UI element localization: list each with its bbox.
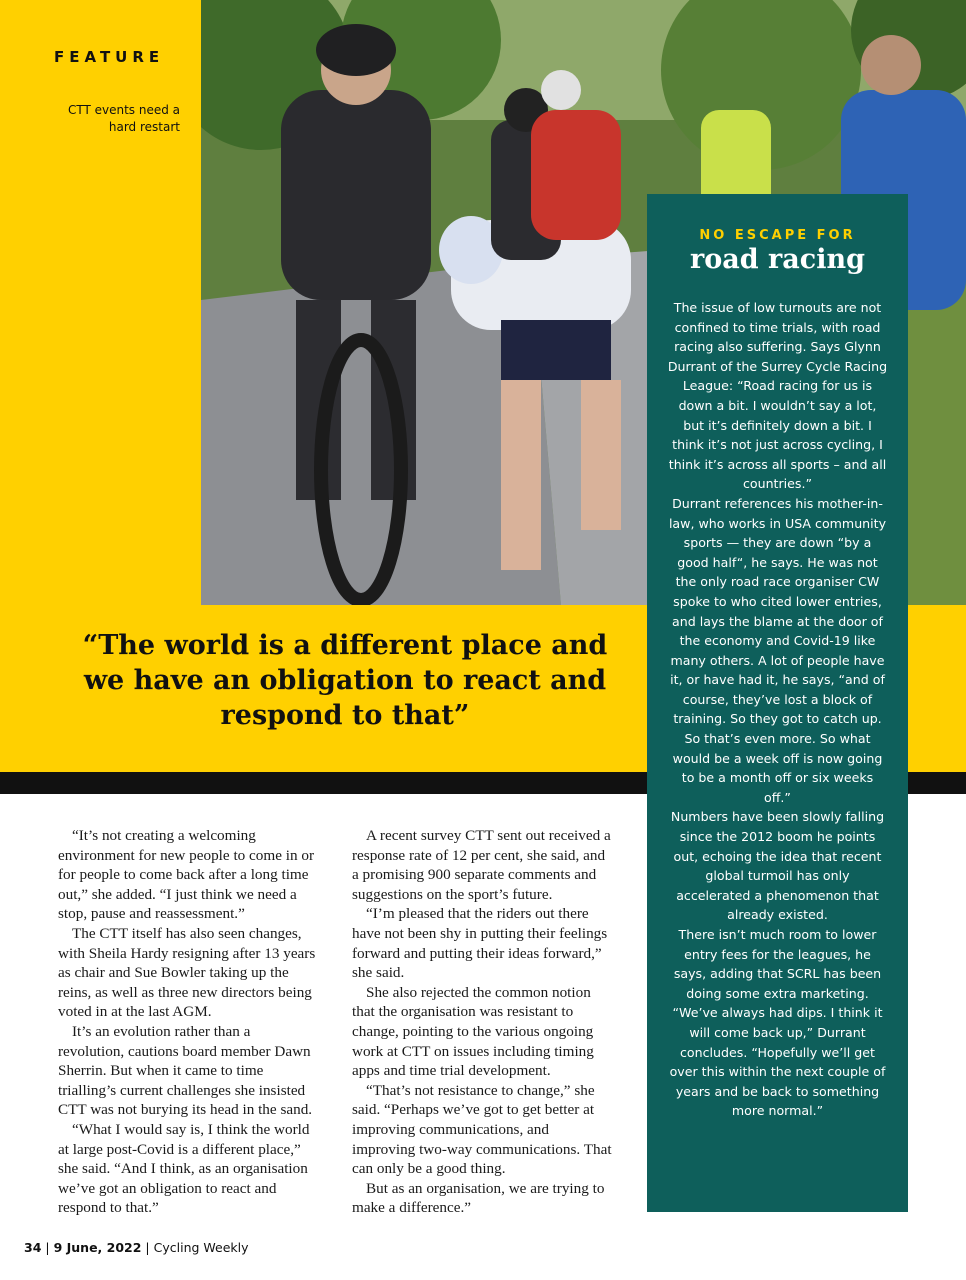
sidebar-kicker: NO ESCAPE FOR bbox=[699, 228, 856, 243]
sidebar-box bbox=[647, 194, 908, 1212]
body-paragraph: “I’m pleased that the riders out there have not been shy in putting their feelings forward and putting their ideas forward,” she said. bbox=[352, 905, 608, 982]
body-column-1 bbox=[58, 826, 318, 1218]
body-paragraph: “That’s not resistance to change,” she said. “Perhaps we’ve got to get better at improving communications, and improving two-way communications. That can only be a good thing. bbox=[352, 1081, 612, 1178]
sidebar-paragraph: “We’ve always had dips. I think it will come back up,” Durrant concludes. “Hopefully we’ll get over this within the next couple of years and be back to something more normal.” bbox=[669, 1005, 886, 1119]
sidebar-body bbox=[667, 298, 888, 1121]
photo-caption: CTT events need a hard restart bbox=[67, 103, 180, 134]
body-paragraph: The CTT itself has also seen changes, with Sheila Hardy resigning after 13 years as chair and Sue Bowler taking up the reins, as well as three new directors being voted in at the last AGM. bbox=[58, 924, 316, 1021]
page-number: 34 bbox=[24, 1240, 42, 1255]
sidebar-paragraph: Durrant references his mother-in-law, who works in USA community sports — they are down “by a good half“, he says. He was not the only road race organiser CW spoke to who cited lower entries, and lays the blame at the door of the economy and Covid-19 like many others. A lot of people have it, or have had it, he says, “and of course, they’ve lost a block of training. So they got to catch up. So that’s even more. So what would be a week off is now going to be a month off or six weeks off.” bbox=[668, 495, 887, 805]
sidebar-paragraph: The issue of low turnouts are not confined to time trials, with road racing also suffering. Says Glynn Durrant of the Surrey Cycle Racing League: “Road racing for us is down a bit. I wouldn’t say a lot, but it’s definitely down a bit. I think it’s not just across cycling, I think it’s across all sports – and all countries.” bbox=[667, 300, 888, 492]
page-footer: 34 | 9 June, 2022 | Cycling Weekly bbox=[24, 1240, 249, 1255]
sidebar-paragraph: There isn’t much room to lower entry fees for the leagues, he says, adding that SCRL has been doing some extra marketing. bbox=[673, 927, 882, 1001]
body-paragraph: But as an organisation, we are trying to make a difference.” bbox=[352, 1179, 605, 1217]
body-paragraph: A recent survey CTT sent out received a response rate of 12 per cent, she said, and a promising 900 separate comments and suggestions on the sport’s future. bbox=[352, 827, 611, 903]
issue-date: 9 June, 2022 bbox=[53, 1240, 142, 1255]
sidebar-paragraph: Numbers have been slowly falling since the 2012 boom he points out, echoing the idea that recent global turmoil has only accelerated a phenomenon that already existed. bbox=[670, 809, 885, 923]
body-paragraph: It’s an evolution rather than a revolution, cautions board member Dawn Sherrin. But when it came to time trialling’s current challenges she insisted CTT was not burying its head in the sand. bbox=[58, 1022, 313, 1119]
body-column-2 bbox=[352, 826, 614, 1218]
publication-name: Cycling Weekly bbox=[153, 1240, 249, 1255]
sidebar-title: road racing bbox=[690, 244, 865, 275]
section-label: FEATURE bbox=[54, 48, 165, 66]
body-paragraph: “It’s not creating a welcoming environment for new people to come in or for people to come back after a long time out,” she added. “I just think we need a stop, pause and reassessment.” bbox=[58, 827, 314, 923]
body-paragraph: “What I would say is, I think the world at large post-Covid is a different place,” she said. “And I think, as an organisation we’ve got an obligation to react and respond to that.” bbox=[58, 1120, 310, 1217]
pull-quote: “The world is a different place and we have an obligation to react and respond to that” bbox=[82, 630, 608, 731]
body-paragraph: She also rejected the common notion that the organisation was resistant to change, pointing to the various ongoing work at CTT on issues including timing apps and time trial development. bbox=[352, 983, 594, 1080]
